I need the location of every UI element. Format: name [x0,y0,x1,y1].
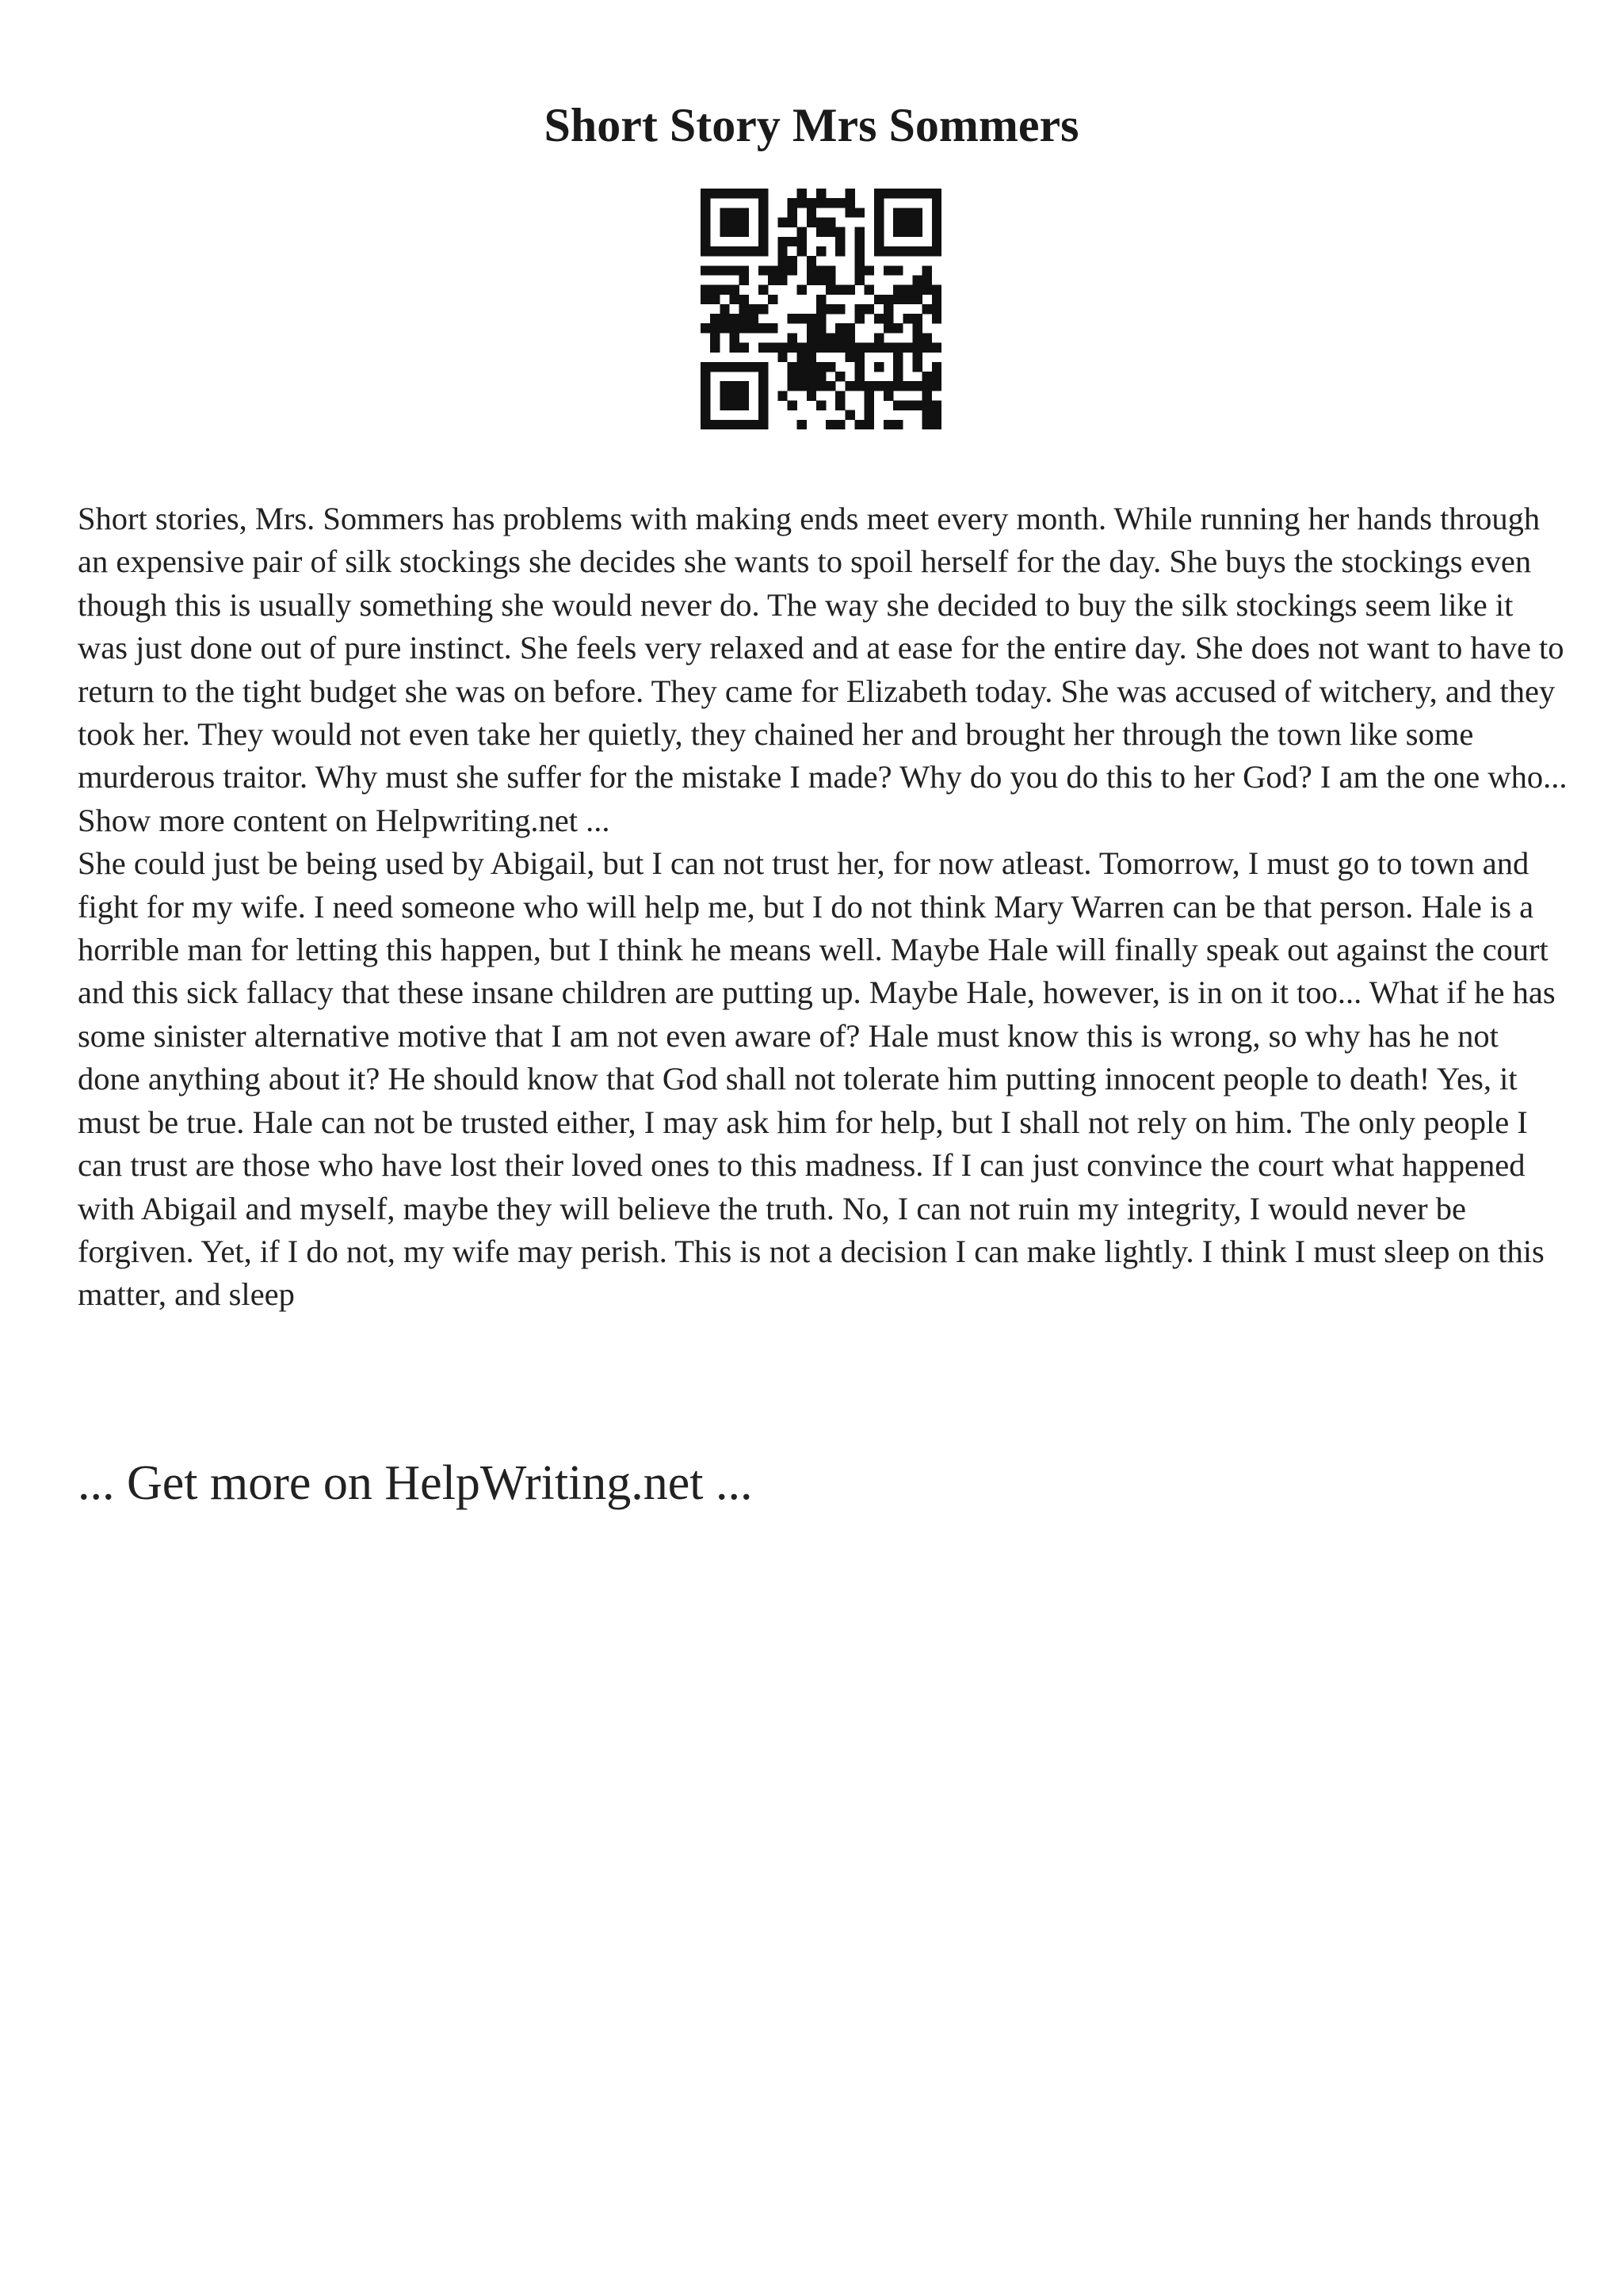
article-body [78,498,1568,1317]
paragraph-2: She could just be being used by Abigail, but I can not trust her, for now atleast. Tomorrow, I must go to town and fight for my wife. I need someone who will help me, but I do not think Mary Warren can be that person. Hale is a horrible man for letting this happen, but I think he means well. Maybe Hale will finally speak out against the court and this sick fallacy that these insane children are putting up. Maybe Hale, however, is in on it too... What if he has some sinister alternative motive that I am not even aware of? Hale must know this is wrong, so why has he not done anything about it? He should know that God shall not tolerate him putting innocent people to death! Yes, it must be true. Hale can not be trusted either, I may ask him for help, but I shall not rely on him. The only people I can trust are those who have lost their loved ones to this madness. If I can just convince the court what happened with Abigail and myself, maybe they will believe the truth. No, I can not ruin my integrity, I would never be forgiven. Yet, if I do not, my wife may perish. This is not a decision I can make lightly. I think I must sleep on this matter, and sleep [78,845,1556,1313]
paragraph-1: Short stories, Mrs. Sommers has problems with making ends meet every month. While running her hands through an expensive pair of silk stockings she decides she wants to spoil herself for the day. She buys the stockings even though this is usually something she would never do. The way she decided to buy the silk stockings seem like it was just done out of pure instinct. She feels very relaxed and at ease for the entire day. She does not want to have to return to the tight budget she was on before. They came for Elizabeth today. She was accused of witchery, and they took her. They would not even take her quietly, they chained her and brought her through the town like some murderous traitor. Why must she suffer for the mistake I made? Why do you do this to her God? I am the one who... Show more content on Helpwriting.net ... [78,501,1568,838]
qr-code-icon[interactable] [701,189,941,429]
get-more-link[interactable]: ... Get more on HelpWriting.net ... [78,1456,753,1510]
page-title: Short Story Mrs Sommers [544,99,1079,151]
qr-code-graphic [701,189,941,429]
